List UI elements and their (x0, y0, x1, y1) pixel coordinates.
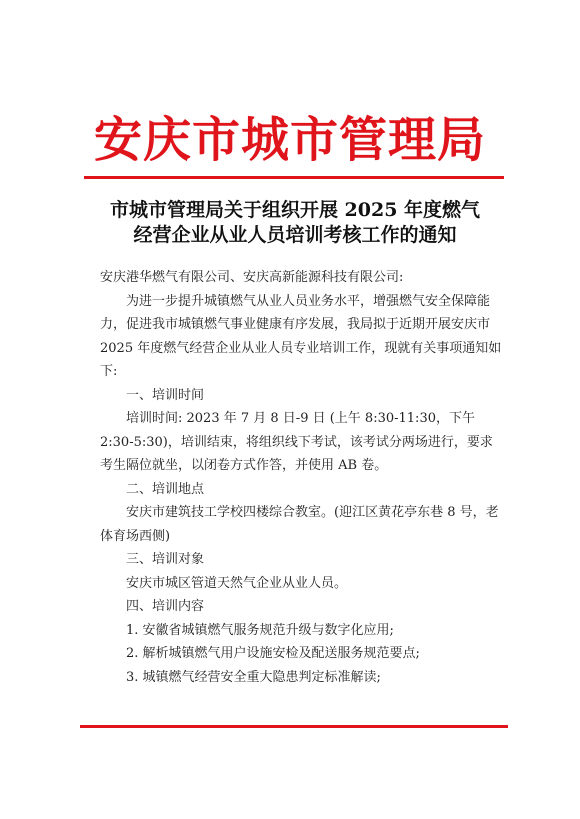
section-text-audience: 安庆市城区管道天然气企业从业人员。 (126, 575, 348, 591)
section-text-time: 培训时间: 2023 年 7 月 8 日-9 日 (上午 8:30-11:30，下午 2:30-5:30)，培训结束，将组织线下考试，该考试分两场进行，要求考生隔位就坐，以闭卷方式作答，并使用 AB 卷。 (100, 411, 493, 473)
red-header-rule (84, 176, 504, 179)
content-item: 2. 解析城镇燃气用户设施安检及配送服务规范要点; (126, 646, 420, 661)
notice-body (100, 266, 504, 689)
addressees: 安庆港华燃气有限公司、安庆高新能源科技有限公司: (100, 270, 404, 285)
section-heading-time: 一、培训时间 (126, 387, 205, 403)
notice-title-line-1: 市城市管理局关于组织开展 2025 年度燃气 (109, 199, 481, 221)
content-item: 3. 城镇燃气经营安全重大隐患判定标准解读; (126, 669, 381, 685)
intro-paragraph: 为进一步提升城镇燃气从业人员业务水平，增强燃气安全保障能力，促进我市城镇燃气事业健康有序发展，我局拟于近期开展安庆市 2025 年度燃气经营企业从业人员专业培训工作，现就有关事项通知如下: (100, 293, 502, 379)
section-heading-content: 四、培训内容 (126, 599, 205, 614)
notice-title-line-2: 经营企业从业人员培训考核工作的通知 (133, 224, 457, 246)
section-text-location: 安庆市建筑技工学校四楼综合教室。(迎江区黄花亭东巷 8 号，老体育场西侧) (100, 505, 499, 544)
notice-title (60, 198, 530, 248)
content-item: 1. 安徽省城镇燃气服务规范升级与数字化应用; (126, 622, 394, 638)
red-footer-rule (80, 725, 508, 728)
section-heading-audience: 三、培训对象 (126, 552, 205, 567)
section-heading-location: 二、培训地点 (126, 481, 205, 497)
masthead-title: 安庆市城市管理局 (93, 112, 486, 168)
